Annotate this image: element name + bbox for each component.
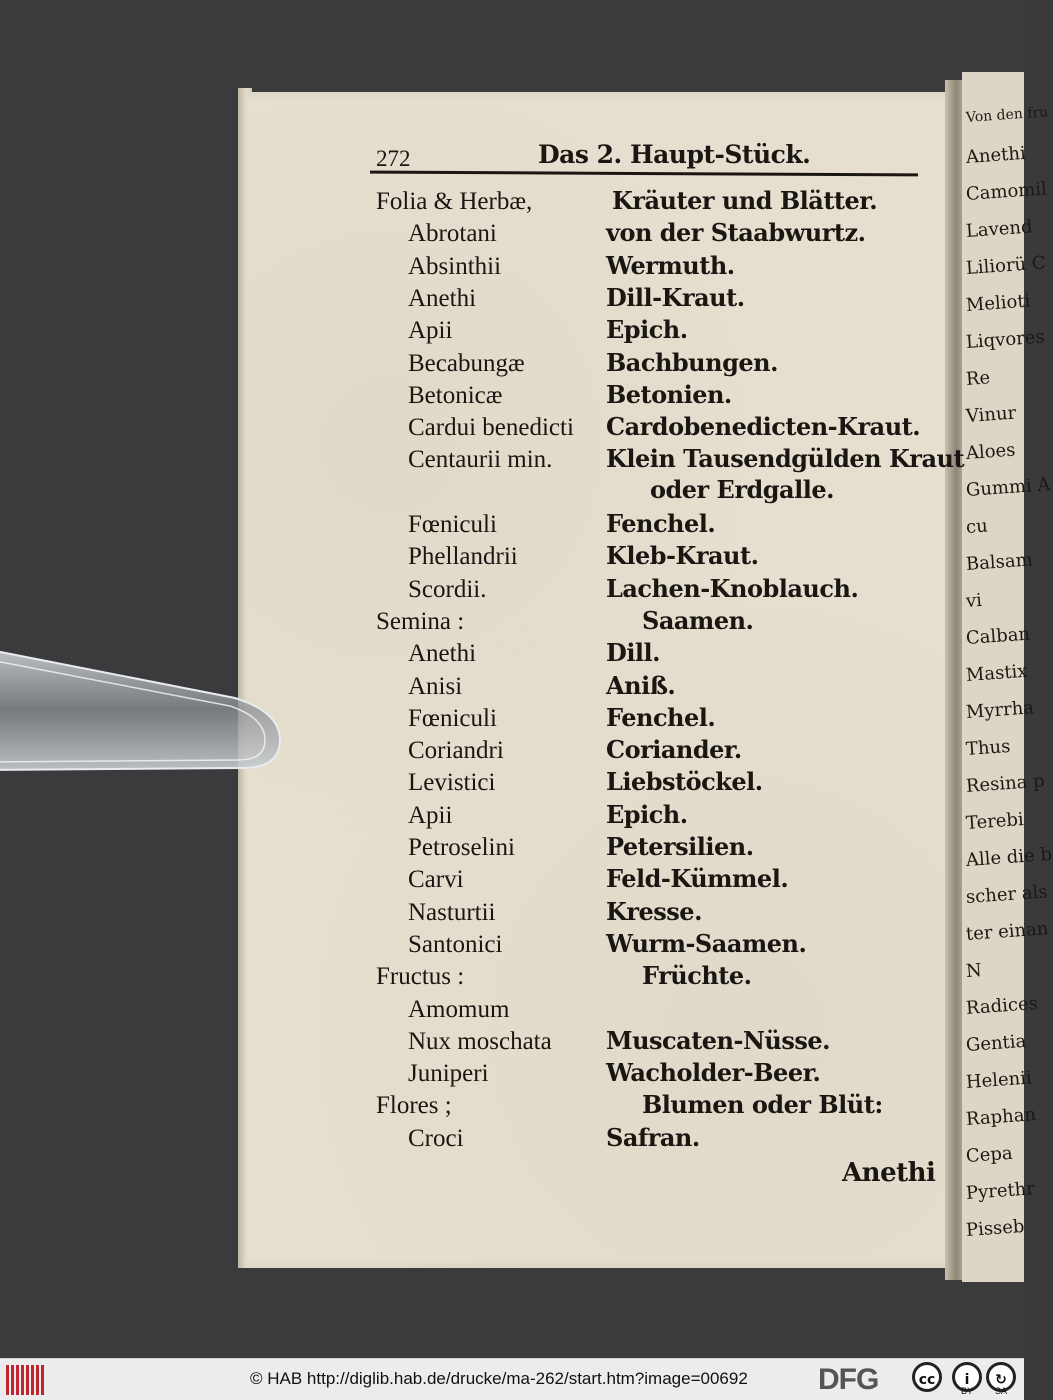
cc-license-icon[interactable]: cc	[912, 1362, 942, 1392]
facing-page-text: Gummi A	[965, 474, 1052, 501]
entry-german: Epich.	[606, 799, 688, 829]
entry-latin: Apii	[408, 317, 453, 345]
section-heading-german: Früchte.	[642, 961, 752, 991]
entry-latin: Betonicæ	[408, 381, 503, 409]
entry-german: Kleb-Kraut.	[606, 541, 759, 571]
cc-sa-label: SA	[995, 1386, 1008, 1396]
facing-page-text: Raphan	[965, 1104, 1037, 1130]
page-number: 272	[376, 146, 411, 171]
facing-page-text: Cepa	[965, 1142, 1014, 1167]
facing-page-text: Pisseb	[965, 1215, 1026, 1241]
section-heading-german: Kräuter und Blätter.	[612, 186, 878, 215]
entry-latin: Juniperi	[408, 1060, 489, 1088]
entry-latin: Absinthii	[408, 252, 502, 280]
entry-german: Klein Tausendgülden Kraut	[606, 444, 965, 474]
facing-page-text: cu	[965, 515, 989, 538]
facing-page-text: Liliorü C	[965, 252, 1047, 279]
entry-german: Fenchel.	[606, 509, 716, 538]
entry-german: Bachbungen.	[606, 347, 778, 377]
section-heading-german: Blumen oder Blüt:	[642, 1090, 883, 1120]
entry-german: Aniß.	[606, 670, 676, 700]
facing-page-text: Terebi	[965, 808, 1025, 834]
entry-latin: Anethi	[408, 284, 477, 312]
entry-german: Kresse.	[606, 896, 702, 926]
section-heading-latin: Semina :	[376, 607, 465, 635]
section-heading-german: Saamen.	[642, 605, 754, 635]
entry-latin: Fœniculi	[408, 511, 497, 538]
facing-page-text: Melioti	[965, 290, 1032, 316]
entry-latin: Santonici	[408, 930, 503, 958]
facing-page-text: Vinur	[965, 402, 1017, 427]
section-heading-latin: Flores ;	[376, 1092, 452, 1120]
entry-german: Safran.	[606, 1122, 700, 1152]
cc-sa-icon[interactable]: ↻	[986, 1362, 1016, 1392]
entry-latin: Nux moschata	[408, 1027, 552, 1055]
cc-by-label: BY	[961, 1386, 974, 1396]
entry-latin: Amomum	[408, 995, 510, 1023]
entry-german: Wacholder-Beer.	[606, 1058, 821, 1088]
entry-latin: Apii	[408, 801, 453, 829]
facing-page-text: scher als	[965, 881, 1049, 908]
facing-page-text: Gentia	[965, 1030, 1027, 1056]
entry-latin: Cardui benedicti	[408, 414, 574, 442]
entry-latin: Anethi	[408, 640, 477, 668]
facing-page-text: Re	[965, 367, 991, 390]
entry-german: Dill-Kraut.	[606, 282, 745, 312]
facing-page-text: Pyrethr	[965, 1178, 1036, 1204]
entry-german: Dill.	[606, 638, 661, 668]
page-clip-bookmark	[0, 640, 280, 770]
footer-bar	[0, 1358, 1024, 1400]
facing-page-text: Balsam	[965, 549, 1034, 575]
facing-page-text: ter einan	[965, 918, 1050, 945]
section-heading-latin: Folia & Herbæ,	[376, 188, 533, 215]
entry-latin: Anisi	[408, 672, 463, 700]
facing-page-text: Radices	[965, 993, 1039, 1019]
entry-german: Fenchel.	[606, 702, 716, 732]
facing-page-text: Aloes	[965, 439, 1017, 464]
entry-german: Petersilien.	[606, 832, 754, 861]
facing-page-text: Anethi	[965, 142, 1027, 168]
facing-page-text: Mastix	[965, 660, 1029, 686]
facing-page-text: Helenii	[965, 1067, 1033, 1093]
facing-page-text: Lavend	[965, 216, 1034, 242]
entry-latin: Nasturtii	[408, 898, 496, 926]
entry-german: Betonien.	[606, 379, 732, 409]
entry-german: Wermuth.	[606, 250, 735, 280]
entry-latin: Petroselini	[408, 834, 515, 861]
entry-latin: Phellandrii	[408, 543, 518, 571]
catchword: Anethi	[842, 1158, 936, 1188]
entry-latin: Fœniculi	[408, 704, 497, 732]
entry-latin: Carvi	[408, 866, 464, 894]
entry-latin: Centaurii min.	[408, 446, 553, 474]
entry-german: Wurm-Saamen.	[606, 928, 807, 958]
cc-by-icon[interactable]: i	[952, 1362, 982, 1392]
facing-page-text: Resina p	[965, 770, 1046, 797]
dfg-logo[interactable]: DFG	[818, 1363, 879, 1396]
entry-latin: Becabungæ	[408, 349, 525, 377]
entry-german: Cardobenedicten-Kraut.	[606, 412, 921, 442]
facing-page-fragment	[962, 72, 1053, 1282]
facing-page-text: Von den fru	[965, 104, 1049, 126]
entry-german: Lachen-Knoblauch.	[606, 573, 859, 603]
facing-page-text: Camomil	[965, 178, 1048, 205]
facing-page-text: Thus	[965, 735, 1012, 760]
facing-page-text: Alle die b	[965, 844, 1053, 871]
section-heading-latin: Fructus :	[376, 963, 465, 991]
hab-logo-icon[interactable]	[6, 1365, 46, 1395]
entry-german: Feld-Kümmel.	[606, 864, 789, 894]
entry-german: von der Staabwurtz.	[606, 218, 866, 248]
facing-page-text: Calban	[965, 623, 1031, 649]
facing-page-text: Myrrha	[965, 697, 1035, 723]
entry-latin: Scordii.	[408, 575, 487, 603]
entry-german: Muscaten-Nüsse.	[606, 1025, 830, 1055]
entry-german: Coriander.	[606, 735, 742, 765]
facing-page-text: N	[965, 959, 983, 982]
entry-german-continued: oder Erdgalle.	[650, 474, 834, 504]
copyright-link[interactable]: © HAB http://diglib.hab.de/drucke/ma-262/start.htm?image=00692	[250, 1369, 748, 1388]
facing-page-text: Liqvores	[965, 326, 1046, 353]
entry-german: Epich.	[606, 315, 688, 345]
running-head: Das 2. Haupt-Stück.	[538, 140, 811, 169]
entry-german: Liebstöckel.	[606, 767, 763, 797]
entry-latin: Coriandri	[408, 737, 504, 765]
entry-latin: Croci	[408, 1124, 464, 1152]
entry-latin: Abrotani	[408, 220, 497, 248]
entry-latin: Levistici	[408, 769, 496, 797]
facing-page-text: vi	[965, 589, 983, 612]
